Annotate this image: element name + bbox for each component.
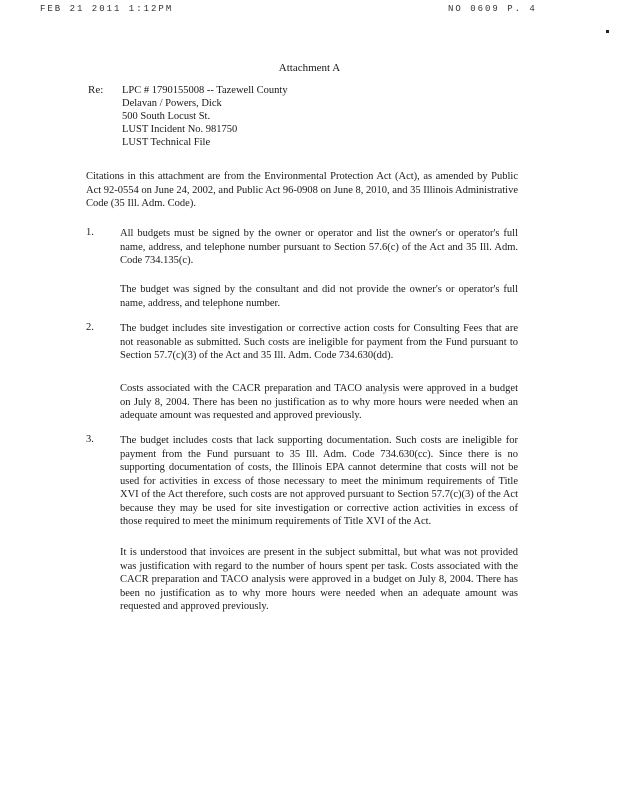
fax-header-right: NO 0609 P. 4 [448,4,537,14]
intro-paragraph: Citations in this attachment are from the Environmental Protection Act (Act), as amended by Public Act 92-0554 on June 24, 2002, and Public Act 96-0908 on June 8, 2010, and 35 Illinois Administrative Code (35 Ill. Adm. Code). [86,171,518,209]
item-note: Costs associated with the CACR preparation and TACO analysis were approved in a budget on July 8, 2004. There has been no justification as to why more hours were needed when an adequate amount was requested and approved previously. [120,383,518,421]
re-line-site: Delavan / Powers, Dick [122,98,222,109]
item-text: All budgets must be signed by the owner or operator and list the owner's or operator's full name, address, and telephone number pursuant to Section 57.6(c) of the Act and 35 Ill. Adm. Code 734.135(c). [120,228,518,266]
re-line-lpc: LPC # 1790155008 -- Tazewell County [122,85,288,96]
re-line-address: 500 South Locust St. [122,111,211,122]
item-number: 1. [86,227,94,238]
item-number: 2. [86,322,94,333]
item-note: The budget was signed by the consultant and did not provide the owner's or operator's full name, address, and telephone number. [120,284,518,309]
re-line-file: LUST Technical File [122,137,211,148]
item-text: The budget includes costs that lack supporting documentation. Such costs are ineligible for payment from the Fund pursuant to 35 Ill. Adm. Code 734.630(cc). Since there is no supporting documentation of costs, the Illinois EPA cannot determine that costs will not be used for activities in excess of those necessary to meet the minimum requirements of Title XVI of the Act therefore, such costs are not approved pursuant to Section 57.7(c)(3) of the Act because they may be used for site investigation or corrective action activities in excess of those required to meet the minimum requirements of Title XVI of the Act. [120,435,518,527]
re-label: Re: [88,84,104,96]
re-line-incident: LUST Incident No. 981750 [122,124,238,135]
item-number: 3. [86,434,94,445]
fax-header-left: FEB 21 2011 1:12PM [40,4,174,14]
re-block [122,84,288,149]
scan-speck [606,30,609,33]
item-text: The budget includes site investigation or corrective action costs for Consulting Fees that are not reasonable as submitted. Such costs are ineligible for payment from the Fund pursuant to Section 57.7(c)(3) of the Act and 35 Ill. Adm. Code 734.630(dd). [120,323,518,361]
page-title: Attachment A [278,62,341,74]
item-note: It is understood that invoices are present in the subject submittal, but what was not provided was justification with regard to the number of hours spent per task. Costs associated with the CACR preparation and TACO analysis were approved in a budget on July 8, 2004. There has been no justification as to why more hours were needed when an adequate amount was requested and approved previously. [120,547,518,612]
